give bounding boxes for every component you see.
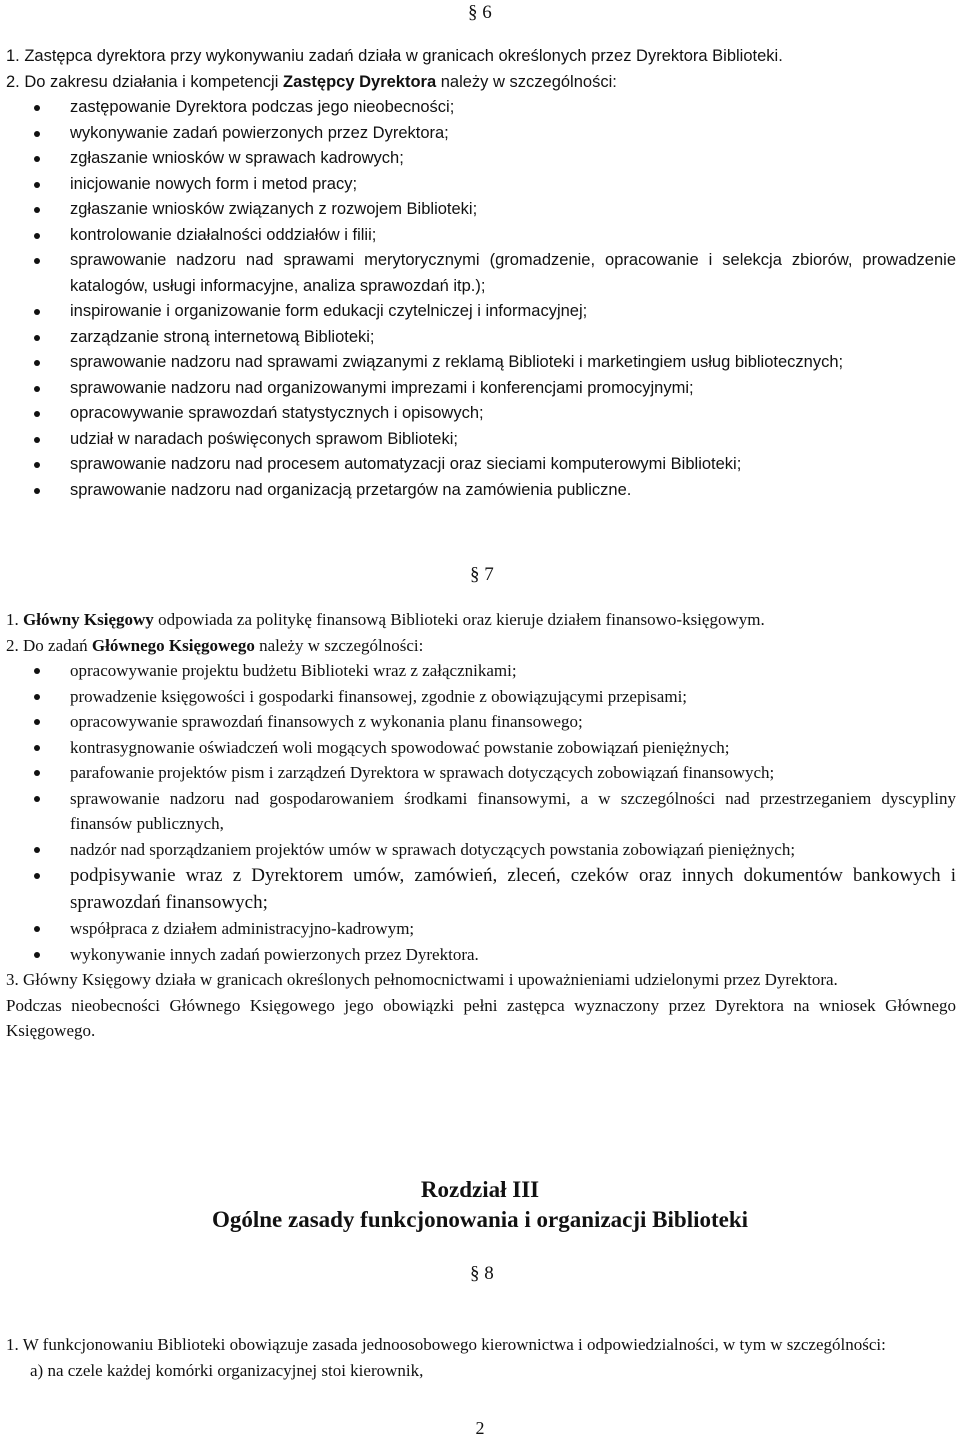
list-item: zgłaszanie wniosków związanych z rozwojem Biblioteki; (6, 197, 956, 223)
section-6-paragraph-1: 1. Zastępca dyrektora przy wykonywaniu zadań działa w granicach określonych przez Dyrektora Biblioteki. (6, 47, 783, 65)
bullet-icon (34, 462, 40, 468)
bullet-icon (34, 156, 40, 162)
section-8-body (6, 1332, 956, 1383)
list-item: opracowywanie sprawozdań statystycznych i opisowych; (6, 401, 956, 427)
bullet-icon (34, 182, 40, 188)
section-7-paragraph-2: 2. Do zadań Głównego Księgowego należy w szczególności: (6, 635, 424, 655)
list-item: parafowanie projektów pism i zarządzeń Dyrektora w sprawach dotyczących zobowiązań finansowych; (6, 760, 956, 786)
list-item: kontrolowanie działalności oddziałów i filii; (6, 223, 956, 249)
section-7-paragraph-3: 3. Główny Księgowy działa w granicach określonych pełnomocnictwami i upoważnieniami udzielonymi przez Dyrektora. (6, 970, 838, 989)
chapter-title: Ogólne zasady funkcjonowania i organizacji Biblioteki (211, 1207, 749, 1232)
list-item: zgłaszanie wniosków w sprawach kadrowych; (6, 146, 956, 172)
bullet-icon (34, 873, 40, 879)
section-7-body (6, 607, 956, 1044)
bullet-icon (34, 233, 40, 239)
bullet-icon (34, 694, 40, 700)
list-item: wykonywanie zadań powierzonych przez Dyrektora; (6, 121, 956, 147)
list-item: inspirowanie i organizowanie form edukacji czytelniczej i informacyjnej; (6, 299, 956, 325)
list-item: współpraca z działem administracyjno-kadrowym; (6, 916, 956, 942)
list-item: sprawowanie nadzoru nad organizacją przetargów na zamówienia publiczne. (6, 478, 956, 504)
list-item: opracowywanie projektu budżetu Biblioteki wraz z załącznikami; (6, 658, 956, 684)
list-item: zarządzanie stroną internetową Biblioteki; (6, 325, 956, 351)
bullet-icon (34, 386, 40, 392)
section-6-body (6, 44, 956, 503)
deputy-duties-list (6, 95, 956, 503)
list-item: kontrasygnowanie oświadczeń woli mogących spowodować powstanie zobowiązań pieniężnych; (6, 735, 956, 761)
section-7-paragraph-4: Podczas nieobecności Głównego Księgowego jego obowiązki pełni zastępca wyznaczony przez Dyrektora na wniosek Głównego Księgowego. (6, 995, 956, 1040)
bullet-icon (34, 796, 40, 802)
bullet-icon (34, 105, 40, 111)
list-item: inicjowanie nowych form i metod pracy; (6, 172, 956, 198)
chapter-number: Rozdział III (420, 1177, 540, 1202)
section-8-paragraph-1: 1. W funkcjonowaniu Biblioteki obowiązuje zasada jednoosobowego kierownictwa i odpowiedzialności, w tym w szczególności: (6, 1335, 886, 1354)
section-6-paragraph-2: 2. Do zakresu działania i kompetencji Zastępcy Dyrektora należy w szczególności: (6, 72, 617, 91)
bullet-icon (34, 360, 40, 366)
chief-accountant-duties-list-large (6, 862, 956, 916)
bullet-icon (34, 719, 40, 725)
section-7-paragraph-1: 1. Główny Księgowy odpowiada za politykę finansową Biblioteki oraz kieruje działem finansowo-księgowym. (6, 610, 765, 629)
page-number: 2 (475, 1418, 485, 1438)
list-item: sprawowanie nadzoru nad organizowanymi imprezami i konferencjami promocyjnymi; (6, 376, 956, 402)
list-item: sprawowanie nadzoru nad procesem automatyzacji oraz sieciami komputerowymi Biblioteki; (6, 452, 956, 478)
chief-accountant-duties-list-continued (6, 916, 956, 967)
list-item: nadzór nad sporządzaniem projektów umów w sprawach dotyczących powstania zobowiązań pieniężnych; (6, 837, 956, 863)
section-8-heading: § 8 (470, 1263, 494, 1284)
bullet-icon (34, 926, 40, 932)
list-item: sprawowanie nadzoru nad sprawami merytorycznymi (gromadzenie, opracowanie i selekcja zbiorów, prowadzenie katalogów, usługi informacyjne, analiza sprawozdań itp.); (6, 248, 956, 299)
chief-accountant-duties-list (6, 658, 956, 862)
bullet-icon (34, 488, 40, 494)
section-8-point-a: a) na czele każdej komórki organizacyjnej stoi kierownik, (30, 1360, 424, 1380)
bullet-icon (34, 309, 40, 315)
bullet-icon (34, 411, 40, 417)
list-item: opracowywanie sprawozdań finansowych z wykonania planu finansowego; (6, 709, 956, 735)
bullet-icon (34, 847, 40, 853)
list-item: sprawowanie nadzoru nad gospodarowaniem środkami finansowymi, a w szczególności nad przestrzeganiem dyscypliny finansów publicznych, (6, 786, 956, 837)
list-item: wykonywanie innych zadań powierzonych przez Dyrektora. (6, 942, 956, 968)
bullet-icon (34, 745, 40, 751)
list-item: sprawowanie nadzoru nad sprawami związanymi z reklamą Biblioteki i marketingiem usług bibliotecznych; (6, 350, 956, 376)
bullet-icon (34, 952, 40, 958)
bullet-icon (34, 258, 40, 264)
list-item: zastępowanie Dyrektora podczas jego nieobecności; (6, 95, 956, 121)
list-item: prowadzenie księgowości i gospodarki finansowej, zgodnie z obowiązującymi przepisami; (6, 684, 956, 710)
bullet-icon (34, 437, 40, 443)
list-item: udział w naradach poświęconych sprawom Biblioteki; (6, 427, 956, 453)
section-6-heading: § 6 (468, 2, 492, 23)
section-7-heading: § 7 (470, 564, 494, 585)
list-item: podpisywanie wraz z Dyrektorem umów, zamówień, zleceń, czeków oraz innych dokumentów bankowych i sprawozdań finansowych; (6, 862, 956, 916)
bullet-icon (34, 207, 40, 213)
bullet-icon (34, 131, 40, 137)
bullet-icon (34, 770, 40, 776)
bullet-icon (34, 335, 40, 341)
bullet-icon (34, 668, 40, 674)
